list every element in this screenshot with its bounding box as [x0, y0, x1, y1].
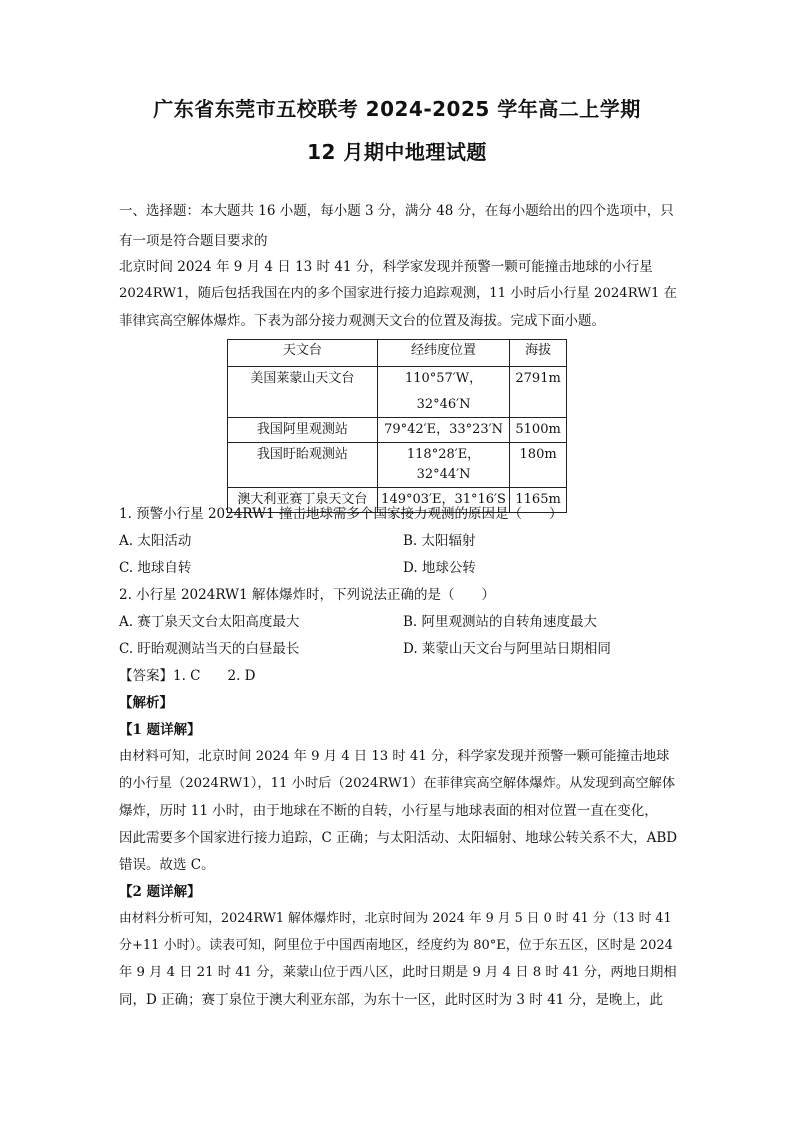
stem-line-3: 菲律宾高空解体爆炸。下表为部分接力观测天文台的位置及海拔。完成下面小题。 — [119, 313, 605, 329]
table-cell-altitude: 180m — [510, 443, 567, 488]
detail-1-line: 因此需要多个国家进行接力追踪，C 正确；与太阳活动、太阳辐射、地球公转关系不大，ABD — [119, 830, 678, 846]
table-cell-location-line-1: 110°57′W， — [404, 371, 483, 386]
answer-line: 【答案】1. C 2. D — [119, 668, 256, 684]
table-row — [228, 443, 567, 488]
question-1-option-a: A. 太阳活动 — [119, 533, 192, 549]
table-cell-altitude: 5100m — [510, 418, 567, 443]
detail-2-line: 年 9 月 4 日 21 时 41 分，莱蒙山位于西八区，此时日期是 9 月 4 日 8 时 41 分，两地日期相 — [119, 965, 677, 980]
question-2-stem: 2. 小行星 2024RW1 解体爆炸时，下列说法正确的是（ ） — [119, 587, 495, 603]
question-2-option-c: C. 盱眙观测站当天的白昼最长 — [119, 641, 300, 657]
detail-1-label: 【1 题详解】 — [119, 722, 201, 738]
observatory-table — [227, 339, 567, 513]
stem-line-1: 北京时间 2024 年 9 月 4 日 13 时 41 分，科学家发现并预警一颗可能撞击地球的小行星 — [119, 259, 653, 275]
detail-2-line: 分+11 小时）。读表可知，阿里位于中国西南地区，经度约为 80°E，位于东五区，区时是 2024 — [119, 938, 673, 953]
table-cell-location — [377, 367, 509, 418]
table-cell-name: 我国阿里观测站 — [228, 418, 378, 443]
table-cell-name: 美国莱蒙山天文台 — [228, 367, 378, 418]
question-2-option-d: D. 莱蒙山天文台与阿里站日期相同 — [403, 641, 611, 657]
question-1-stem: 1. 预警小行星 2024RW1 撞击地球需多个国家接力观测的原因是（ ） — [119, 506, 563, 522]
question-2-option-a: A. 赛丁泉天文台太阳高度最大 — [119, 614, 300, 630]
table-cell-altitude: 2791m — [510, 367, 567, 418]
question-1-option-d: D. 地球公转 — [403, 560, 476, 576]
section-header-line-2: 有一项是符合题目要求的 — [119, 233, 268, 249]
table-cell-location-line-2: 32°46′N — [416, 397, 471, 412]
table-cell-location: 149°03′E，31°16′S — [377, 488, 509, 513]
question-1-option-b: B. 太阳辐射 — [403, 533, 476, 549]
analysis-label: 【解析】 — [119, 695, 173, 711]
detail-1-line: 的小行星（2024RW1），11 小时后（2024RW1）在菲律宾高空解体爆炸。从发现到高空解体 — [119, 776, 676, 791]
detail-2-label: 【2 题详解】 — [119, 884, 201, 900]
detail-1-line: 由材料可知，北京时间 2024 年 9 月 4 日 13 时 41 分，科学家发现并预警一颗可能撞击地球 — [119, 749, 670, 764]
table-cell-location: 79°42′E，33°23′N — [377, 418, 509, 443]
table-cell-altitude: 1165m — [510, 488, 567, 513]
stem-line-2: 2024RW1，随后包括我国在内的多个国家进行接力追踪观测，11 小时后小行星 2024RW1 在 — [119, 286, 677, 301]
table-cell-name: 我国盱眙观测站 — [228, 443, 378, 488]
detail-1-line: 爆炸，历时 11 小时，由于地球在不断的自转，小行星与地球表面的相对位置一直在变化， — [119, 803, 658, 819]
question-2-option-b: B. 阿里观测站的自转角速度最大 — [403, 614, 598, 630]
table-header-cell: 海拔 — [510, 340, 567, 367]
table-header-cell: 天文台 — [228, 340, 378, 367]
table-cell-location: 118°28′E，32°44′N — [377, 443, 509, 488]
table-row — [228, 367, 567, 418]
table-header-row — [228, 340, 567, 367]
table-cell-name: 澳大利亚赛丁泉天文台 — [228, 488, 378, 513]
detail-2-line: 由材料分析可知，2024RW1 解体爆炸时，北京时间为 2024 年 9 月 5 日 0 时 41 分（13 时 41 — [119, 911, 672, 926]
document-title-line-2: 12 月期中地理试题 — [307, 140, 487, 164]
section-header-line-1: 一、选择题：本大题共 16 小题，每小题 3 分，满分 48 分，在每小题给出的四个选项中，只 — [119, 203, 674, 219]
detail-2-line: 同，D 正确；赛丁泉位于澳大利亚东部，为东十一区，此时区时为 3 时 41 分，是晚上，此 — [119, 992, 664, 1008]
table-row — [228, 418, 567, 443]
table-header-cell: 经纬度位置 — [377, 340, 509, 367]
detail-1-line: 错误。故选 C。 — [119, 857, 215, 873]
question-1-option-c: C. 地球自转 — [119, 560, 192, 576]
document-title-line-1: 广东省东莞市五校联考 2024-2025 学年高二上学期 — [153, 97, 641, 121]
